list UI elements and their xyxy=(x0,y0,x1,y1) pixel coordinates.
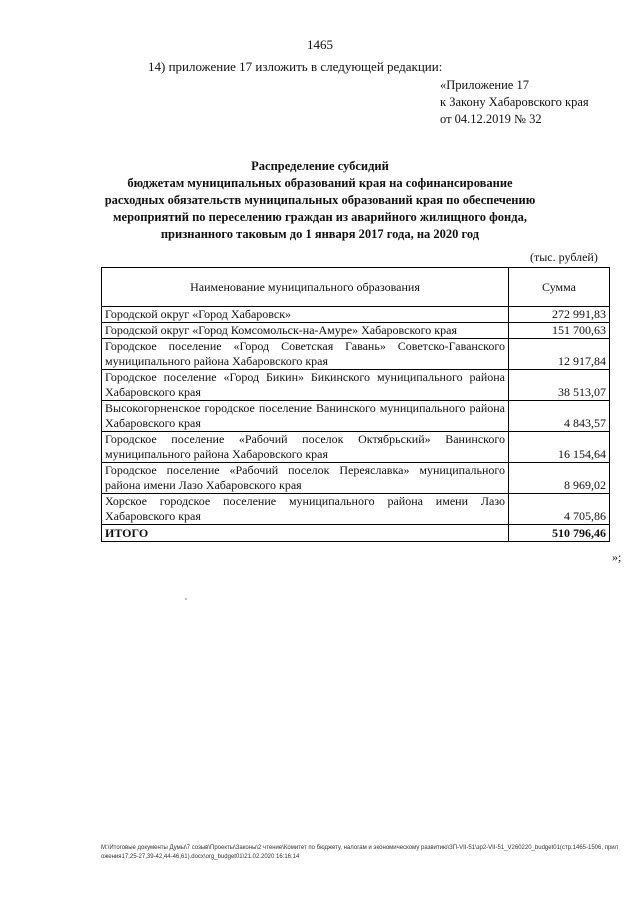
row-name: Городской округ «Город Комсомольск-на-Амуре» Хабаровского края xyxy=(102,323,509,339)
appendix-ref-line3: от 04.12.2019 № 32 xyxy=(440,112,542,126)
table-row xyxy=(102,339,610,370)
scan-speck xyxy=(185,598,187,600)
appendix-reference xyxy=(440,77,589,128)
title-line2: бюджетам муниципальных образований края на софинансирование xyxy=(127,176,513,190)
table-row xyxy=(102,432,610,463)
total-label: ИТОГО xyxy=(102,525,509,542)
document-title xyxy=(90,158,550,243)
subsidy-table xyxy=(101,267,610,542)
table-row xyxy=(102,323,610,339)
total-sum: 510 796,46 xyxy=(509,525,610,542)
header-sum: Сумма xyxy=(509,268,610,307)
row-name: Городское поселение «Рабочий поселок Октябрьский» Ванинского муниципального района Хабаровского края xyxy=(102,432,509,463)
appendix-ref-line1: «Приложение 17 xyxy=(440,78,529,92)
row-name: Городское поселение «Город Бикин» Бикинского муниципального района Хабаровского края xyxy=(102,370,509,401)
table-row xyxy=(102,463,610,494)
file-path-footer: M:\Итоговые документы Думы\7 созыв\Проекты\Законы\2 чтение\Комитет по бюджету, налогам и экономическому развитию\ЗП-VII-51\зр2-VII-51_V260220_budget01(стр.1465-1506, приложения17,25-27,39-42,44-46,61).docx\org_budget01\21.02.2020 16:16:14 xyxy=(101,845,619,860)
row-sum: 12 917,84 xyxy=(509,339,610,370)
table-row xyxy=(102,494,610,525)
intro-text: 14) приложение 17 изложить в следующей редакции: xyxy=(148,59,443,74)
appendix-ref-line2: к Закону Хабаровского края xyxy=(440,95,589,109)
row-sum: 151 700,63 xyxy=(509,323,610,339)
row-sum: 16 154,64 xyxy=(509,432,610,463)
title-line4: мероприятий по переселению граждан из аварийного жилищного фонда, xyxy=(113,210,527,224)
row-name: Городской округ «Город Хабаровск» xyxy=(102,307,509,323)
table-header-row xyxy=(102,268,610,307)
row-sum: 8 969,02 xyxy=(509,463,610,494)
table-row xyxy=(102,307,610,323)
title-line5: признанного таковым до 1 января 2017 года, на 2020 год xyxy=(160,227,480,241)
unit-label: (тыс. рублей) xyxy=(530,250,598,264)
row-sum: 272 991,83 xyxy=(509,307,610,323)
row-name: Высокогорненское городское поселение Ванинского муниципального района Хабаровского края xyxy=(102,401,509,432)
table-row xyxy=(102,401,610,432)
table-row xyxy=(102,370,610,401)
row-name: Городское поселение «Город Советская Гавань» Советско-Гаванского муниципального района Хабаровского края xyxy=(102,339,509,370)
row-name: Городское поселение «Рабочий поселок Переяславка» муниципального района имени Лазо Хабаровского края xyxy=(102,463,509,494)
header-name: Наименование муниципального образования xyxy=(102,268,509,307)
row-sum: 4 705,86 xyxy=(509,494,610,525)
total-row xyxy=(102,525,610,542)
row-name: Хорское городское поселение муниципального района имени Лазо Хабаровского края xyxy=(102,494,509,525)
row-sum: 4 843,57 xyxy=(509,401,610,432)
row-sum: 38 513,07 xyxy=(509,370,610,401)
title-line3: расходных обязательств муниципальных образований края по обеспечению xyxy=(104,193,536,207)
page-number: 1465 xyxy=(307,37,333,52)
title-line1: Распределение субсидий xyxy=(251,159,389,173)
closing-quote: »; xyxy=(612,550,622,564)
